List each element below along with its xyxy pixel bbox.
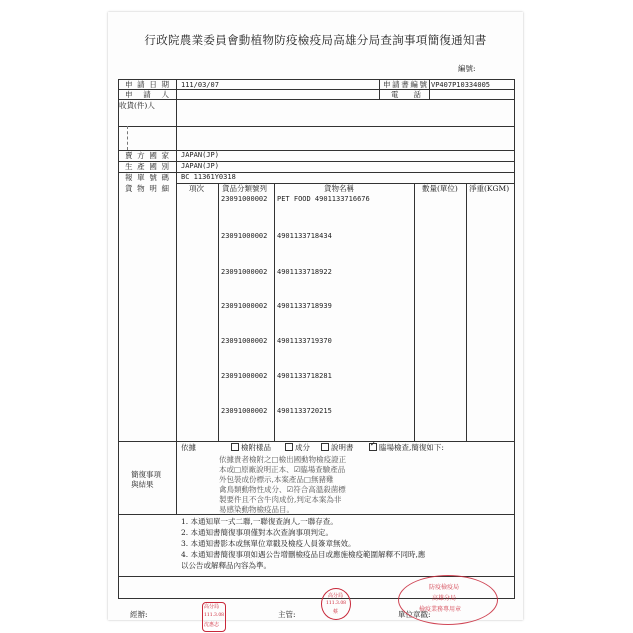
note-3: 3. 本通知書影本或無單位章戳及檢疫人員簽章無效。 bbox=[181, 539, 356, 548]
app-no-label: 申請書編號 bbox=[383, 80, 427, 89]
basis-label: 依據 bbox=[181, 443, 196, 452]
cargo-name: 4901133718434 bbox=[277, 232, 332, 240]
document-title: 行政院農業委員會動植物防疫檢疫局高雄分局查詢事項簡復通知書 bbox=[144, 33, 487, 47]
cargo-code: 23091000002 bbox=[221, 195, 268, 203]
checkbox-icon[interactable] bbox=[321, 443, 329, 451]
unit-seal-label: 單位章戳: bbox=[398, 610, 431, 619]
report-no-label: 報單號碼 bbox=[125, 173, 169, 182]
note-5: 以公告或解釋品內容為準。 bbox=[181, 561, 271, 570]
date-value: 111/03/07 bbox=[181, 81, 219, 89]
cargo-code: 23091000002 bbox=[221, 372, 268, 380]
doc-no-label: 編號: bbox=[458, 64, 476, 73]
reply-text-line: 易感染動物檢疫品目。 bbox=[219, 505, 294, 514]
seller-country-value: JAPAN(JP) bbox=[181, 151, 219, 159]
applicant-label: 申 請 人 bbox=[125, 90, 169, 99]
unit-seal: 防疫檢疫局 高雄分局 檢疫業務專用章 bbox=[398, 575, 498, 625]
note-4: 4. 本通知書簡復事項如遇公告增刪檢疫品目或應施檢疫範圍解釋不同時,應 bbox=[181, 550, 426, 559]
date-label: 申請日期 bbox=[125, 80, 169, 89]
header-item: 項次 bbox=[189, 184, 204, 193]
notice-form bbox=[118, 79, 515, 599]
checked-checkbox-icon[interactable] bbox=[369, 443, 377, 451]
checkbox-icon[interactable] bbox=[231, 443, 239, 451]
cargo-name: 4901133720215 bbox=[277, 407, 332, 415]
header-qty: 數量(單位) bbox=[422, 184, 458, 193]
reply-text-line: 禽鳥類動物性成分、☑符合高溫殺菌標 bbox=[219, 485, 346, 494]
producer-country-label: 生產國別 bbox=[125, 162, 169, 171]
cargo-code: 23091000002 bbox=[221, 302, 268, 310]
header-weight: 淨重(KGM) bbox=[469, 184, 510, 193]
seller-country-label: 賣方國家 bbox=[125, 151, 169, 160]
phone-label: 電 話 bbox=[391, 90, 421, 99]
reply-text-line: 依據貴者檢附之□檢出國動物檢疫證正 bbox=[219, 455, 347, 464]
supervisor-label: 主管: bbox=[278, 610, 296, 619]
supervisor-seal: 高分局 111.3.08 蔡 bbox=[321, 588, 351, 620]
cargo-code: 23091000002 bbox=[221, 268, 268, 276]
cargo-name: 4901133719370 bbox=[277, 337, 332, 345]
cargo-name: PET FOOD 4901133716676 bbox=[277, 195, 370, 203]
cargo-code: 23091000002 bbox=[221, 407, 268, 415]
reply-label-2: 與結果 bbox=[131, 480, 154, 489]
app-no-value: VP407P10334005 bbox=[431, 81, 491, 89]
header-code: 貨品分類號列 bbox=[222, 184, 267, 193]
cargo-code: 23091000002 bbox=[221, 232, 268, 240]
cargo-label: 貨物明細 bbox=[125, 184, 169, 193]
reply-text-line: 外包裝成份標示,本案產品□無豬雞 bbox=[219, 475, 334, 484]
note-2: 2. 本通知書簡復事項僅對本次查詢事項判定。 bbox=[181, 528, 334, 537]
cargo-name: 4901133718281 bbox=[277, 372, 332, 380]
handler-seal: 高分局 111.3.08 沈惠志 bbox=[202, 602, 226, 632]
checkbox-icon[interactable] bbox=[285, 443, 293, 451]
handler-label: 經辦: bbox=[130, 610, 148, 619]
option-manual[interactable]: 說明書 bbox=[321, 443, 354, 452]
note-1: 1. 本通知單一式二聯,一聯復查詢人,一聯存查。 bbox=[181, 517, 338, 526]
cargo-name: 4901133718939 bbox=[277, 302, 332, 310]
header-name: 貨物名稱 bbox=[324, 184, 354, 193]
option-ingredient[interactable]: 成分 bbox=[285, 443, 310, 452]
option-inspection[interactable]: ✓ 臨場檢查,簡復如下: bbox=[369, 443, 444, 452]
reply-text-line: 本或□原廠說明正本、☑臨場查驗產品 bbox=[219, 465, 346, 474]
reply-label-1: 簡復事項 bbox=[131, 470, 161, 479]
option-sample[interactable]: 檢附樣品 bbox=[231, 443, 271, 452]
consignee-label: 收貨(件)人 bbox=[119, 101, 155, 110]
report-no-value: BC 11361Y0318 bbox=[181, 173, 236, 181]
notice-document bbox=[108, 12, 523, 628]
cargo-name: 4901133718922 bbox=[277, 268, 332, 276]
cargo-code: 23091000002 bbox=[221, 337, 268, 345]
producer-country-value: JAPAN(JP) bbox=[181, 162, 219, 170]
reply-text-line: 製要件且不含牛肉成份,判定本案為非 bbox=[219, 495, 342, 504]
